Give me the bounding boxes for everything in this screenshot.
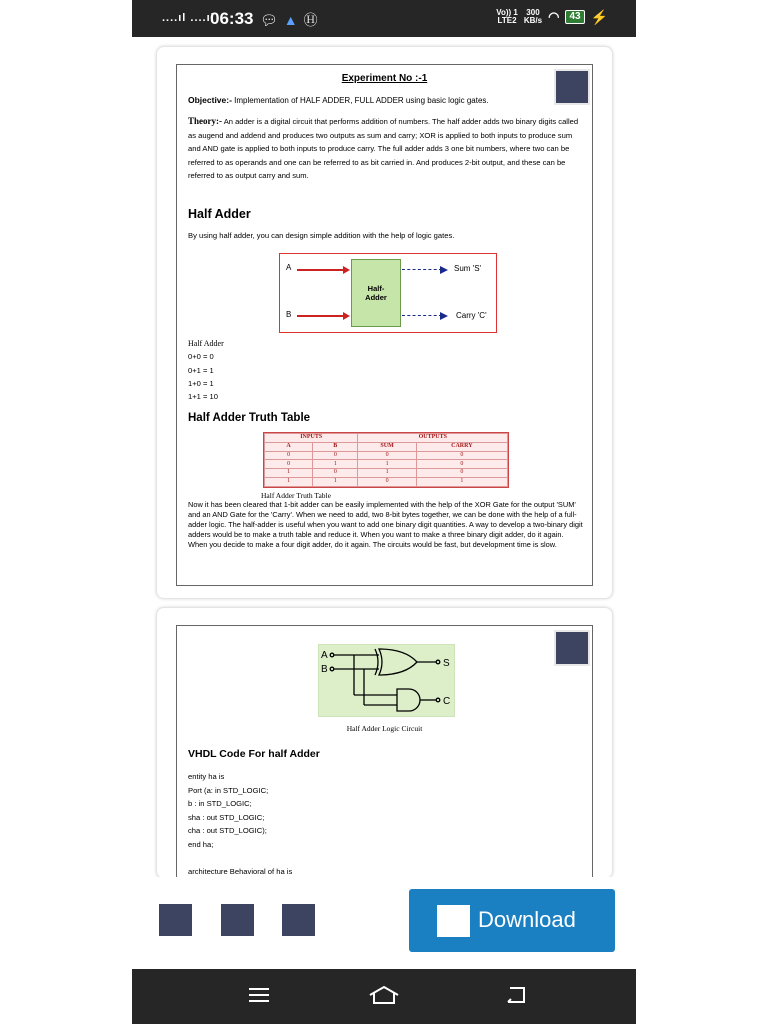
chat-icon: 💬︎ <box>260 11 278 28</box>
diagram-input-a: A <box>286 263 292 272</box>
sum-arrow <box>440 266 448 274</box>
sum-line <box>402 269 442 270</box>
logic-label-s: S <box>443 658 450 669</box>
truth-table <box>263 432 509 488</box>
input-b-arrow <box>343 312 350 320</box>
col-a: A <box>265 442 313 451</box>
back-icon <box>504 983 528 1007</box>
table-row: 0 1 1 0 <box>265 460 508 469</box>
table-row: 1 1 0 1 <box>265 477 508 486</box>
input-a-line <box>297 269 345 271</box>
navigation-bar <box>132 969 636 1024</box>
input-a-arrow <box>343 266 350 274</box>
theory: Theory:- An adder is a digital circuit that performs addition of numbers. The half adder adds two binary digits called as augend and addend and produces two outputs as sum and carry; XOR is applied to both inputs to produce sum and AND gate is applied to both inputs to produce carry. The full adder adds 3 one bit numbers, where two can be referred to as operands and one can be referred to as bit carried in. And produces 2-bit output, and these can be referred to as output carry and sum. <box>188 116 579 181</box>
document-page-2 <box>176 625 593 879</box>
outputs-header: OUTPUTS <box>358 434 508 443</box>
network-indicator: Vo)) 1 LTE2 <box>496 8 518 25</box>
download-icon <box>437 905 470 937</box>
home-button[interactable] <box>368 983 400 1010</box>
vhdl-heading: VHDL Code For half Adder <box>188 748 320 760</box>
col-sum: SUM <box>358 442 416 451</box>
toolbar-action-2-icon[interactable] <box>221 904 254 936</box>
toolbar-action-3-icon[interactable] <box>282 904 315 936</box>
logic-label-a: A <box>321 650 328 661</box>
carry-line <box>402 315 442 316</box>
page-card-2[interactable] <box>156 607 613 879</box>
carry-arrow <box>440 312 448 320</box>
page-thumbnail-icon[interactable] <box>554 630 590 666</box>
logic-circuit-diagram <box>319 645 454 716</box>
alert-icon: ▲ <box>283 12 298 28</box>
speed-indicator: 300 KB/s <box>523 8 543 25</box>
col-b: B <box>313 442 358 451</box>
page-thumbnail-icon[interactable] <box>554 69 590 105</box>
table-row: 0 0 0 0 <box>265 451 508 460</box>
experiment-title: Experiment No :-1 <box>341 73 428 84</box>
objective: Objective:- Implementation of HALF ADDER, FULL ADDER using basic logic gates. <box>188 95 489 105</box>
logic-circuit-caption: Half Adder Logic Circuit <box>346 724 423 733</box>
col-carry: CARRY <box>416 442 507 451</box>
explanation-paragraph: Now it has been cleared that 1-bit adder can be easily implemented with the help of the XOR Gate for the output 'SUM' and an AND Gate for the 'Carry'. When we need to add, two 8-bit bytes together, we can be done with the help of a full-adder logic. The half-adder is useful when you want to add one binary digit quantities. A way to develop a two-binary digit adders would be to make a truth table and reduce it. When you want to make a three binary digit adder, do it again. When you decide to make a four digit adder, do it again. The circuits would be fast, but development time is slow. <box>188 500 583 549</box>
diagram-input-b: B <box>286 310 292 319</box>
battery-icon: 43 <box>565 10 584 24</box>
charging-icon: ⚡ <box>590 9 608 25</box>
home-icon <box>368 983 400 1007</box>
diagram-output-carry: Carry 'C' <box>456 311 487 320</box>
toolbar-action-1-icon[interactable] <box>159 904 192 936</box>
signal-icon: ....ıl ....ıl <box>162 12 215 24</box>
truth-table-caption: Half Adder Truth Table <box>261 491 331 500</box>
hotspot-icon: Ⓗ <box>303 12 318 28</box>
phone-screen <box>132 0 636 1024</box>
half-adder-block-diagram <box>279 253 497 333</box>
half-adder-box: Half- Adder <box>351 259 401 327</box>
back-button[interactable] <box>504 983 528 1010</box>
status-bar <box>132 0 636 37</box>
input-b-line <box>297 315 345 317</box>
diagram-output-sum: Sum 'S' <box>454 264 482 273</box>
logic-label-b: B <box>321 664 328 675</box>
download-label: Download <box>478 907 576 932</box>
menu-button[interactable] <box>247 983 271 1010</box>
bottom-toolbar <box>132 877 636 969</box>
vhdl-code: entity ha is Port (a: in STD_LOGIC; b : in STD_LOGIC; sha : out STD_LOGIC; cha : out STD_LOGIC); end ha; architecture Behavioral of ha is <box>188 772 293 877</box>
wifi-icon: ◠ <box>548 9 560 24</box>
page-card-1[interactable] <box>156 46 613 599</box>
half-adder-heading: Half Adder <box>188 207 251 221</box>
inputs-header: INPUTS <box>265 434 358 443</box>
table-row: 1 0 1 0 <box>265 469 508 478</box>
half-adder-logic-circuit <box>318 644 455 717</box>
document-page-1 <box>176 64 593 586</box>
half-adder-intro: By using half adder, you can design simple addition with the help of logic gates. <box>188 231 455 240</box>
logic-label-c: C <box>443 696 451 707</box>
download-button[interactable] <box>409 889 615 952</box>
truth-table-heading: Half Adder Truth Table <box>188 412 311 424</box>
menu-icon <box>247 983 271 1007</box>
clock: 06:33 <box>210 9 254 28</box>
half-adder-sums: Half Adder 0+0 = 0 0+1 = 1 1+0 = 1 1+1 = 10 <box>188 339 224 402</box>
